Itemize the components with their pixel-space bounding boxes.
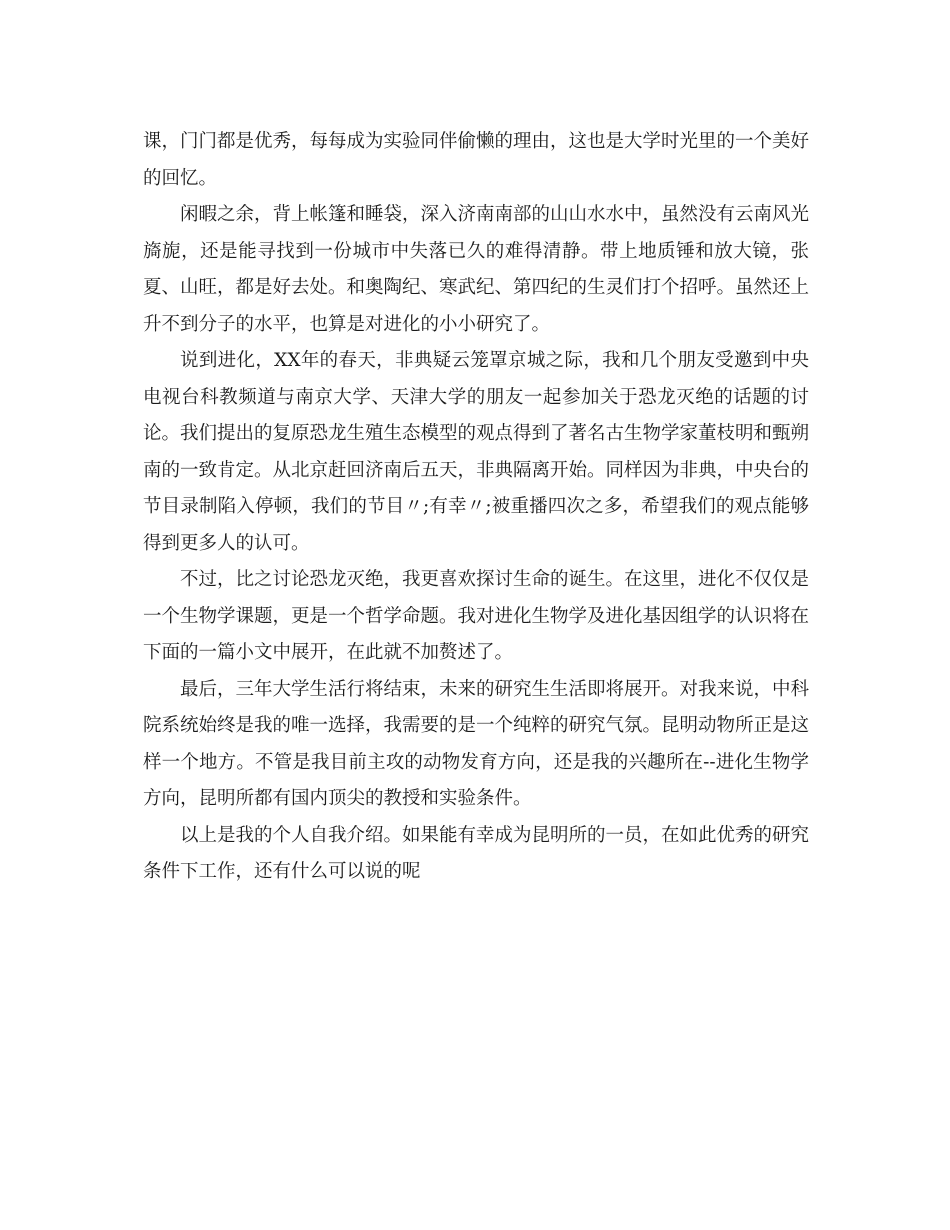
paragraph-3: 说到进化，XX年的春天，非典疑云笼罩京城之际，我和几个朋友受邀到中央电视台科教频道与南京大学、天津大学的朋友一起参加关于恐龙灭绝的话题的讨论。我们提出的复原恐龙生殖生态模型的观点得到了著名古生物学家董枝明和甄朔南的一致肯定。从北京赶回济南后五天，非典隔离开始。同样因为非典，中央台的节目录制陷入停顿，我们的节目〃;有幸〃;被重播四次之多，希望我们的观点能够得到更多人的认可。 [143, 350, 810, 554]
paragraph-4: 不过，比之讨论恐龙灭绝，我更喜欢探讨生命的诞生。在这里，进化不仅仅是一个生物学课题，更是一个哲学命题。我对进化生物学及进化基因组学的认识将在下面的一篇小文中展开，在此就不加赘述了。 [143, 569, 810, 663]
document-body [143, 124, 809, 891]
paragraph-1: 课，门门都是优秀，每每成为实验同伴偷懒的理由，这也是大学时光里的一个美好的回忆。 [143, 131, 810, 189]
paragraph-2: 闲暇之余，背上帐篷和睡袋，深入济南南部的山山水水中，虽然没有云南风光旖旎，还是能寻找到一份城市中失落已久的难得清静。带上地质锤和放大镜，张夏、山旺，都是好去处。和奥陶纪、寒武纪、第四纪的生灵们打个招呼。虽然还上升不到分子的水平，也算是对进化的小小研究了。 [143, 204, 810, 335]
paragraph-5: 最后，三年大学生活行将结束，未来的研究生生活即将展开。对我来说，中科院系统始终是我的唯一选择，我需要的是一个纯粹的研究气氛。昆明动物所正是这样一个地方。不管是我目前主攻的动物发育方向，还是我的兴趣所在--进化生物学方向，昆明所都有国内顶尖的教授和实验条件。 [143, 678, 810, 809]
paragraph-6: 以上是我的个人自我介绍。如果能有幸成为昆明所的一员，在如此优秀的研究条件下工作，还有什么可以说的呢 [143, 824, 810, 882]
